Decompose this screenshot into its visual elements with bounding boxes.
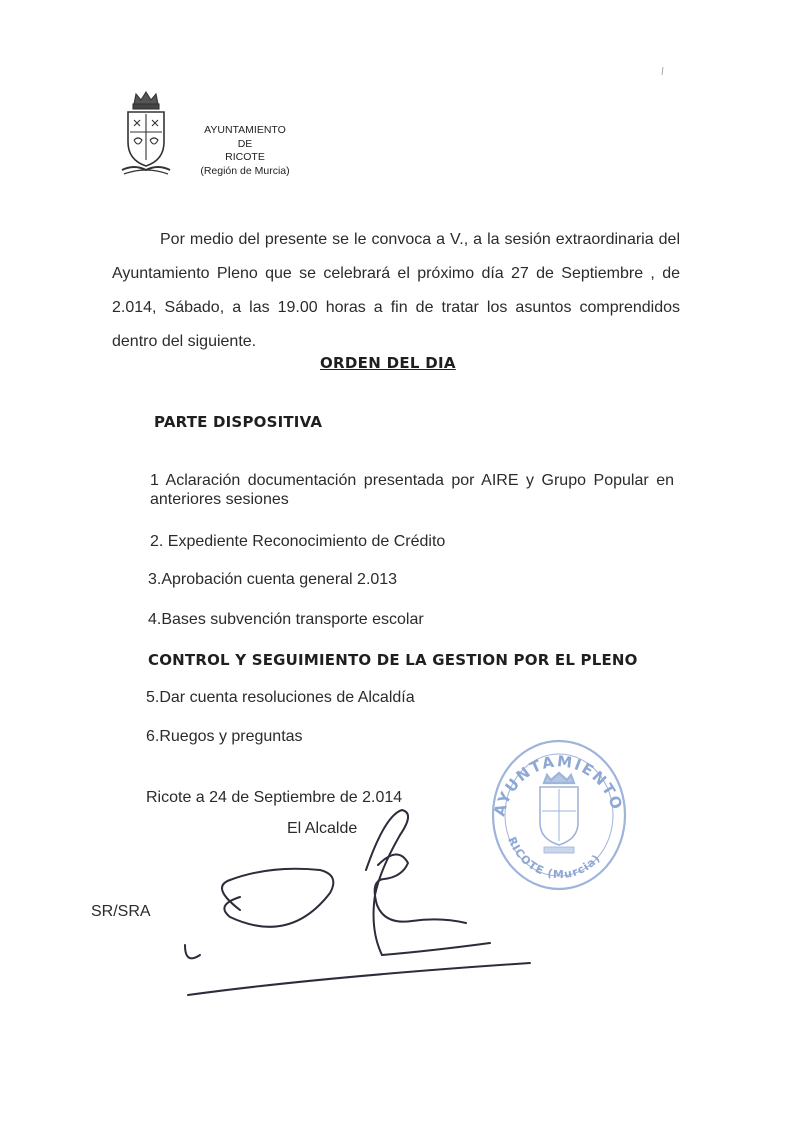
header-line: AYUNTAMIENTO [204,124,286,136]
agenda-item: 1 Aclaración documentación presentada por AIRE y Grupo Popular en anteriores sesiones [150,472,674,508]
handwritten-signature-icon [170,805,540,1010]
signature-place-date: Ricote a 24 de Septiembre de 2.014 [146,789,403,806]
header-line: (Región de Murcia) [200,164,290,177]
agenda-item: 4.Bases subvención transporte escolar [148,611,424,628]
section-heading-parte-dispositiva: PARTE DISPOSITIVA [154,413,323,431]
agenda-item: 2. Expediente Reconocimiento de Crédito [150,533,446,550]
agenda-item: 5.Dar cuenta resoluciones de Alcaldía [146,689,415,706]
coat-of-arms-icon [120,90,172,178]
agenda-title: ORDEN DEL DIA [320,354,456,372]
agenda-item: 6.Ruegos y preguntas [146,728,303,745]
stamp-text-bottom: RICOTE (Murcia) [505,834,604,882]
signature-role: El Alcalde [287,820,358,837]
agenda-item: 3.Aprobación cuenta general 2.013 [148,571,398,588]
municipality-header [196,124,294,178]
section-heading-control: CONTROL Y SEGUIMIENTO DE LA GESTION POR EL PLENO [148,651,638,669]
header-line: DE [237,137,253,150]
recipient-label: SR/SRA [91,903,151,920]
stamp-text-top: AYUNTAMIENTO [490,752,627,819]
header-line: RICOTE [225,151,265,163]
convocation-text: Por medio del presente se le convoca a V., a la sesión extraordinaria del Ayuntamiento Pleno que se celebrará el próximo día 27 de Septiembre , de 2.014, Sábado, a las 19.00 horas a fin de tratar los asuntos comprendidos dentro del siguiente. [112,231,680,350]
scan-mark-icon [660,66,666,76]
convocation-paragraph [112,223,680,359]
